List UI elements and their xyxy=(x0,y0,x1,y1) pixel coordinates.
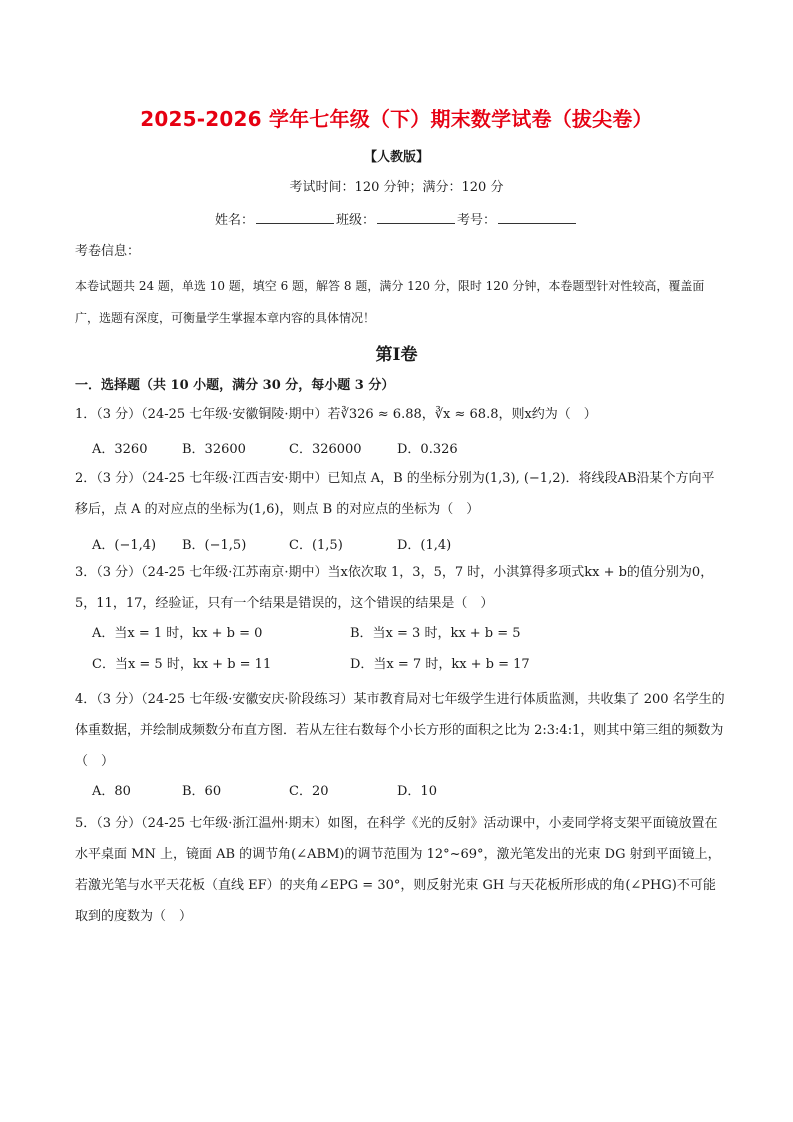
question-stem: （3 分）（24-25 七年级·安徽铜陵·期中）若∛326 ≈ 6.88，∛x ≈ 68.8，则x约为（ ） xyxy=(96,407,597,422)
question-stem: （3 分）（24-25 七年级·江苏南京·期中）当x依次取 1，3，5，7 时，小淇算得多项式kx + b的值分别为0，5，11，17，经验证，只有一个结果是错误的，这个错误的结果是（ ） xyxy=(75,565,714,611)
student-info-row xyxy=(0,209,793,228)
option-c: C．20 xyxy=(289,784,329,799)
section-heading: 一．选择题（共 10 小题，满分 30 分，每小题 3 分） xyxy=(75,378,395,393)
question-4 xyxy=(75,684,725,777)
question-stem: （3 分）（24-25 七年级·安徽安庆·阶段练习）某市教育局对七年级学生进行体质监测，共收集了 200 名学生的体重数据，并绘制成频数分布直方图．若从左往右数每个小长方形的面积之比为 2:3:4:1，则其中第三组的频数为（ ） xyxy=(75,692,725,769)
edition-label: 【人教版】 xyxy=(363,150,429,165)
option-d: D．当x = 7 时，kx + b = 17 xyxy=(350,657,530,672)
question-2 xyxy=(75,463,725,525)
option-d: D．10 xyxy=(397,784,437,799)
question-number: 4． xyxy=(75,692,97,707)
question-4-options xyxy=(92,780,732,800)
info-text: 本卷试题共 24 题，单选 10 题，填空 6 题，解答 8 题，满分 120 分，限时 120 分钟，本卷题型针对性较高，覆盖面广，选题有深度，可衡量学生掌握本章内容的具体情况！ xyxy=(75,279,705,325)
question-1-options xyxy=(92,438,732,458)
option-b: B．当x = 3 时，kx + b = 5 xyxy=(350,626,521,641)
info-label: 考卷信息： xyxy=(75,244,141,259)
option-d: D．(1,4) xyxy=(397,538,452,553)
question-3-options-row-2 xyxy=(92,653,732,673)
question-stem: （3 分）（24-25 七年级·浙江温州·期末）如图，在科学《光的反射》活动课中，小麦同学将支架平面镜放置在水平桌面 MN 上，镜面 AB 的调节角(∠ABM)的调节范围为 12°~69°，激光笔发出的光束 DG 射到平面镜上，若激光笔与水平天花板（直线 EF）的夹角∠EPG = 30°，则反射光束 GH 与天花板所形成的角(∠PHG)不可能取到的度数为（ ） xyxy=(75,816,721,924)
question-stem: （3 分）（24-25 七年级·江西吉安·期中）已知点 A，B 的坐标分别为(1,3), (−1,2)．将线段AB沿某个方向平移后，点 A 的对应点的坐标为(1,6)，则点 B 的对应点的坐标为（ ） xyxy=(75,471,715,517)
option-b: B．32600 xyxy=(182,442,246,457)
question-number: 5． xyxy=(75,816,97,831)
class-blank xyxy=(377,211,455,224)
question-1 xyxy=(75,399,725,430)
question-number: 1． xyxy=(75,407,97,422)
class-label: 班级： xyxy=(335,213,375,228)
volume-title: 第Ⅰ卷 xyxy=(375,345,418,365)
option-b: B．60 xyxy=(182,784,222,799)
question-5 xyxy=(75,808,725,932)
option-a: A．3260 xyxy=(92,442,148,457)
option-a: A．80 xyxy=(92,784,131,799)
option-c: C．当x = 5 时，kx + b = 11 xyxy=(92,657,272,672)
question-3 xyxy=(75,557,725,619)
option-c: C．(1,5) xyxy=(289,538,343,553)
question-2-options xyxy=(92,534,732,554)
name-label: 姓名： xyxy=(214,213,254,228)
option-b: B．(−1,5) xyxy=(182,538,247,553)
number-label: 考号： xyxy=(457,213,497,228)
question-number: 2． xyxy=(75,471,97,486)
question-3-options-row-1 xyxy=(92,622,732,642)
question-number: 3． xyxy=(75,565,97,580)
option-d: D．0.326 xyxy=(397,442,458,457)
exam-title: 2025-2026 学年七年级（下）期末数学试卷（拔尖卷） xyxy=(140,107,653,131)
number-blank xyxy=(498,211,576,224)
option-a: A．当x = 1 时，kx + b = 0 xyxy=(92,626,263,641)
exam-time-info: 考试时间：120 分钟；满分：120 分 xyxy=(289,180,504,195)
option-c: C．326000 xyxy=(289,442,362,457)
name-blank xyxy=(256,211,334,224)
option-a: A．(−1,4) xyxy=(92,538,157,553)
